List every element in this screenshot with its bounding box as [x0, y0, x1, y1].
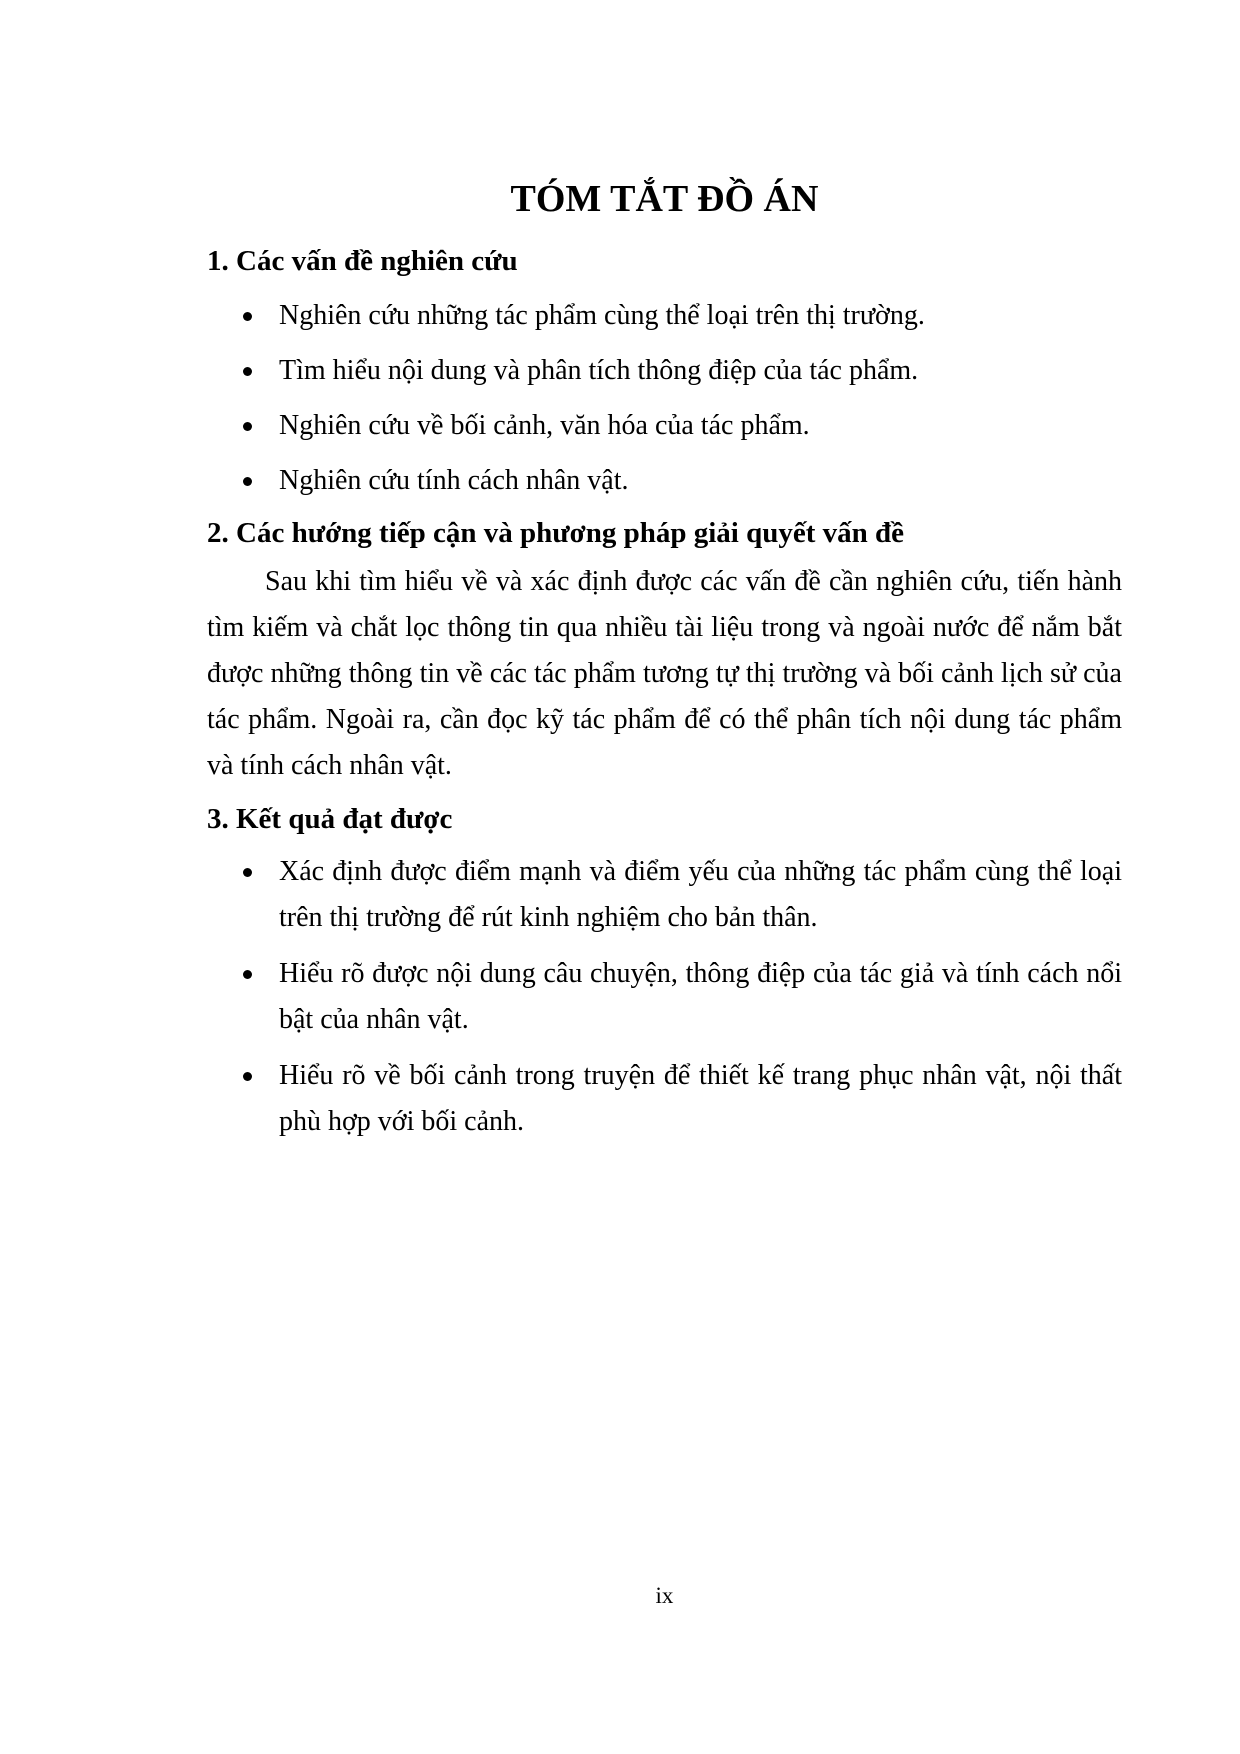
section-3-bullet-list — [207, 849, 1122, 1145]
list-item — [207, 458, 1122, 504]
section-1-bullet-list — [207, 293, 1122, 504]
list-item — [207, 849, 1122, 941]
section-heading-2: 2. Các hướng tiếp cận và phương pháp giải quyết vấn đề — [207, 517, 905, 549]
list-item-text: Nghiên cứu về bối cảnh, văn hóa của tác phẩm. — [279, 410, 810, 441]
bullet-icon — [243, 868, 252, 877]
list-item — [207, 951, 1122, 1043]
bullet-icon — [243, 1072, 252, 1081]
list-item — [207, 348, 1122, 394]
bullet-icon — [243, 312, 252, 321]
bullet-icon — [243, 970, 252, 979]
list-item-text: Nghiên cứu tính cách nhân vật. — [279, 465, 629, 496]
list-item-text: Xác định được điểm mạnh và điểm yếu của những tác phẩm cùng thể loại trên thị trường để rút kinh nghiệm cho bản thân. — [279, 856, 1122, 933]
page-number: ix — [655, 1583, 674, 1608]
page-content — [207, 0, 1122, 1155]
section-2-paragraph: Sau khi tìm hiểu về và xác định được các vấn đề cần nghiên cứu, tiến hành tìm kiếm và chắt lọc thông tin qua nhiều tài liệu trong và ngoài nước để nắm bắt được những thông tin về các tác phẩm tương tự thị trường và bối cảnh lịch sử của tác phẩm. Ngoài ra, cần đọc kỹ tác phẩm để có thể phân tích nội dung tác phẩm và tính cách nhân vật. — [207, 566, 1122, 781]
list-item-text: Nghiên cứu những tác phẩm cùng thể loại trên thị trường. — [279, 300, 925, 331]
bullet-icon — [243, 367, 252, 376]
bullet-icon — [243, 422, 252, 431]
list-item — [207, 403, 1122, 449]
bullet-icon — [243, 477, 252, 486]
page-title: TÓM TẮT ĐỒ ÁN — [510, 178, 819, 220]
list-item-text: Hiểu rõ được nội dung câu chuyện, thông điệp của tác giả và tính cách nổi bật của nhân vật. — [279, 958, 1122, 1035]
list-item — [207, 1053, 1122, 1145]
section-heading-1: 1. Các vấn đề nghiên cứu — [207, 245, 518, 277]
section-heading-3: 3. Kết quả đạt được — [207, 803, 453, 835]
list-item-text: Hiểu rõ về bối cảnh trong truyện để thiết kế trang phục nhân vật, nội thất phù hợp với bối cảnh. — [279, 1060, 1122, 1137]
list-item-text: Tìm hiểu nội dung và phân tích thông điệp của tác phẩm. — [279, 355, 919, 386]
list-item — [207, 293, 1122, 339]
